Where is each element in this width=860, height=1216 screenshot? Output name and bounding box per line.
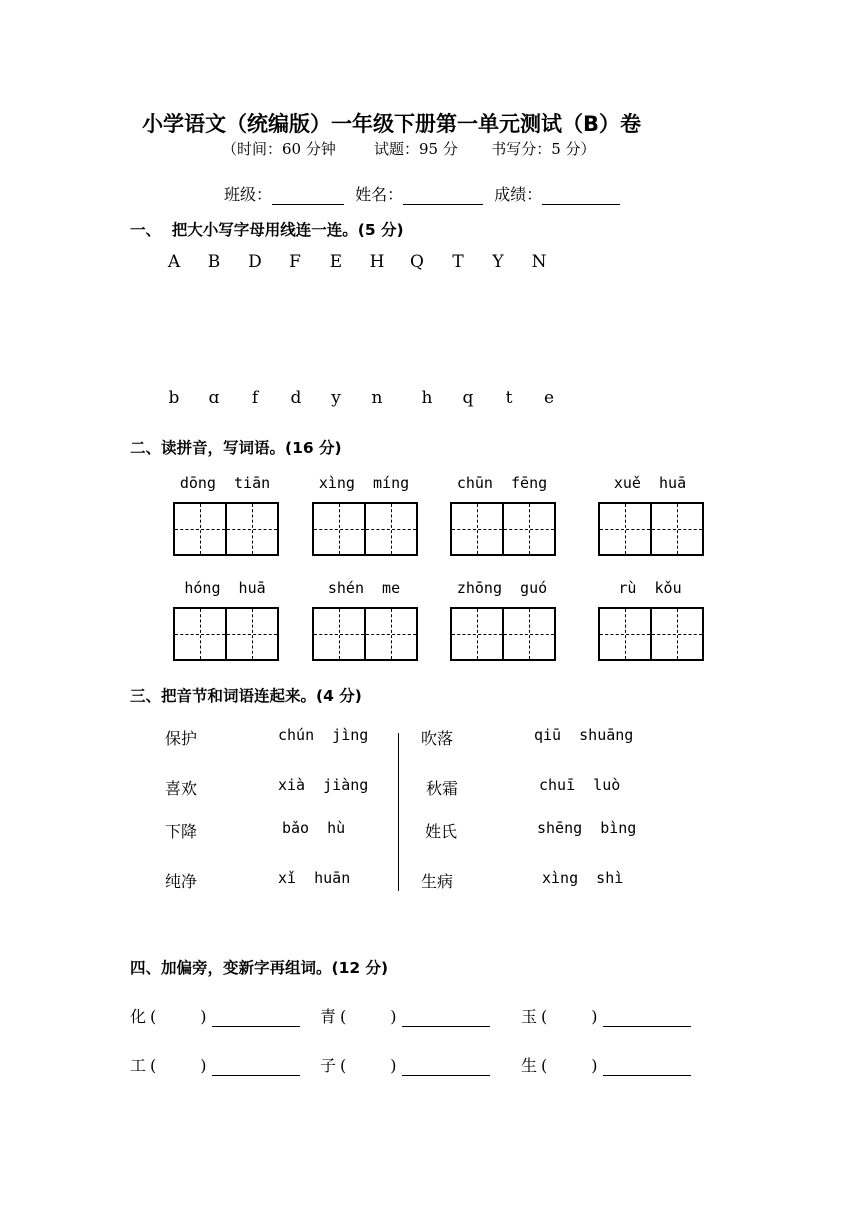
paren-close: ) <box>200 1056 207 1075</box>
word-answer-line[interactable] <box>402 1012 490 1027</box>
uppercase-letter[interactable]: T <box>452 252 464 272</box>
pinyin-label: hóng huā <box>184 579 266 597</box>
pinyin-right[interactable]: chuī luò <box>539 776 621 794</box>
uppercase-letter[interactable]: A <box>167 252 181 272</box>
pinyin-right[interactable]: qiū shuāng <box>534 726 634 744</box>
paren-open: ( <box>340 1056 347 1075</box>
radical-item <box>130 1004 300 1027</box>
info-line <box>224 182 620 205</box>
pinyin-left[interactable]: xià jiàng <box>278 776 369 794</box>
paren-open: ( <box>541 1007 548 1026</box>
pinyin-label: shén me <box>327 579 401 597</box>
paren-close: ) <box>200 1007 207 1026</box>
writing-grid[interactable] <box>598 502 704 556</box>
radical-item <box>521 1004 691 1027</box>
tian-cell[interactable] <box>366 502 418 556</box>
tian-cell[interactable] <box>652 607 704 661</box>
uppercase-letter[interactable]: Q <box>410 252 424 272</box>
tian-cell[interactable] <box>173 502 227 556</box>
lowercase-letter[interactable]: t <box>505 388 513 408</box>
tian-cell[interactable] <box>598 502 652 556</box>
paren-open: ( <box>150 1056 157 1075</box>
writing-grid[interactable] <box>173 607 279 661</box>
section1-heading: 一、 把大小写字母用线连一连。(5 分) <box>130 221 404 239</box>
pinyin-left[interactable]: chún jìng <box>278 726 369 744</box>
base-character: 青 <box>320 1007 337 1026</box>
tian-cell[interactable] <box>652 502 704 556</box>
paren-close: ) <box>390 1056 397 1075</box>
radical-item <box>130 1053 300 1076</box>
pinyin-left[interactable]: xǐ huān <box>278 869 351 887</box>
page-subtitle: （时间：60 分钟 试题：95 分 书写分：5 分） <box>222 140 596 158</box>
lowercase-letter[interactable]: e <box>543 388 555 408</box>
pinyin-label: dōng tiān <box>179 474 271 492</box>
writing-grid[interactable] <box>173 502 279 556</box>
pinyin-label: chūn fēng <box>456 474 548 492</box>
pinyin-label: xuě huā <box>613 474 687 492</box>
score-label: 成绩： <box>494 185 543 204</box>
base-character: 化 <box>130 1007 147 1026</box>
paren-open: ( <box>541 1056 548 1075</box>
class-label: 班级： <box>224 185 273 204</box>
lowercase-letter[interactable]: d <box>290 388 302 408</box>
uppercase-letter[interactable]: D <box>248 252 262 272</box>
uppercase-letter[interactable]: H <box>369 252 385 272</box>
lowercase-letter[interactable]: n <box>371 388 383 408</box>
word-answer-line[interactable] <box>212 1061 300 1076</box>
base-character: 生 <box>521 1056 538 1075</box>
tian-cell[interactable] <box>227 607 279 661</box>
lowercase-letter[interactable]: ɑ <box>208 388 220 408</box>
score-field[interactable] <box>542 188 620 205</box>
tian-cell[interactable] <box>312 607 366 661</box>
radical-item <box>320 1053 490 1076</box>
radical-blank[interactable] <box>336 1007 402 1026</box>
column-divider <box>398 733 399 891</box>
section4-heading: 四、加偏旁，变新字再组词。(12 分) <box>130 959 389 977</box>
tian-cell[interactable] <box>450 607 504 661</box>
word-answer-line[interactable] <box>402 1061 490 1076</box>
tian-cell[interactable] <box>504 502 556 556</box>
word-left[interactable]: 保护 <box>165 729 198 748</box>
uppercase-letter[interactable]: F <box>289 252 301 272</box>
radical-item <box>521 1053 691 1076</box>
tian-cell[interactable] <box>598 607 652 661</box>
radical-blank[interactable] <box>146 1056 212 1075</box>
word-answer-line[interactable] <box>603 1012 691 1027</box>
writing-grid[interactable] <box>598 607 704 661</box>
base-character: 工 <box>130 1056 147 1075</box>
tian-cell[interactable] <box>173 607 227 661</box>
paren-close: ) <box>390 1007 397 1026</box>
lowercase-letter[interactable]: q <box>462 388 474 408</box>
pinyin-left[interactable]: bǎo hù <box>282 819 346 837</box>
pinyin-label: zhōng guó <box>456 579 548 597</box>
word-left[interactable]: 纯净 <box>165 872 198 891</box>
word-right[interactable]: 姓氏 <box>425 822 458 841</box>
word-right[interactable]: 生病 <box>421 872 454 891</box>
word-right[interactable]: 秋霜 <box>426 779 459 798</box>
tian-cell[interactable] <box>227 502 279 556</box>
name-field[interactable] <box>403 188 483 205</box>
tian-cell[interactable] <box>366 607 418 661</box>
radical-blank[interactable] <box>537 1056 603 1075</box>
pinyin-right[interactable]: shēng bìng <box>537 819 637 837</box>
page-title: 小学语文（统编版）一年级下册第一单元测试（B）卷 <box>142 112 642 136</box>
word-answer-line[interactable] <box>212 1012 300 1027</box>
name-label: 姓名： <box>355 185 404 204</box>
tian-cell[interactable] <box>450 502 504 556</box>
base-character: 子 <box>320 1056 337 1075</box>
pinyin-label: rù kǒu <box>618 579 682 597</box>
paren-close: ) <box>591 1007 598 1026</box>
paren-open: ( <box>150 1007 157 1026</box>
writing-grid[interactable] <box>450 607 556 661</box>
section3-heading: 三、把音节和词语连起来。(4 分) <box>130 687 362 705</box>
writing-grid[interactable] <box>450 502 556 556</box>
writing-grid[interactable] <box>312 607 418 661</box>
writing-grid[interactable] <box>312 502 418 556</box>
lowercase-letter[interactable]: b <box>168 388 180 408</box>
uppercase-letter[interactable]: E <box>329 252 343 272</box>
radical-item <box>320 1004 490 1027</box>
word-left[interactable]: 喜欢 <box>165 779 198 798</box>
radical-blank[interactable] <box>146 1007 212 1026</box>
lowercase-letter[interactable]: f <box>251 388 259 408</box>
word-answer-line[interactable] <box>603 1061 691 1076</box>
section2-heading: 二、读拼音，写词语。(16 分) <box>130 439 342 457</box>
radical-blank[interactable] <box>537 1007 603 1026</box>
tian-cell[interactable] <box>504 607 556 661</box>
class-field[interactable] <box>272 188 344 205</box>
paren-close: ) <box>591 1056 598 1075</box>
uppercase-letter[interactable]: Y <box>492 252 504 272</box>
radical-blank[interactable] <box>336 1056 402 1075</box>
uppercase-letter[interactable]: B <box>207 252 221 272</box>
paren-open: ( <box>340 1007 347 1026</box>
lowercase-letter[interactable]: h <box>421 388 433 408</box>
pinyin-label: xìng míng <box>318 474 410 492</box>
word-left[interactable]: 下降 <box>165 822 198 841</box>
uppercase-letter[interactable]: N <box>531 252 547 272</box>
pinyin-right[interactable]: xìng shì <box>542 869 624 887</box>
base-character: 玉 <box>521 1007 538 1026</box>
tian-cell[interactable] <box>312 502 366 556</box>
lowercase-letter[interactable]: y <box>331 388 341 408</box>
word-right[interactable]: 吹落 <box>421 729 454 748</box>
